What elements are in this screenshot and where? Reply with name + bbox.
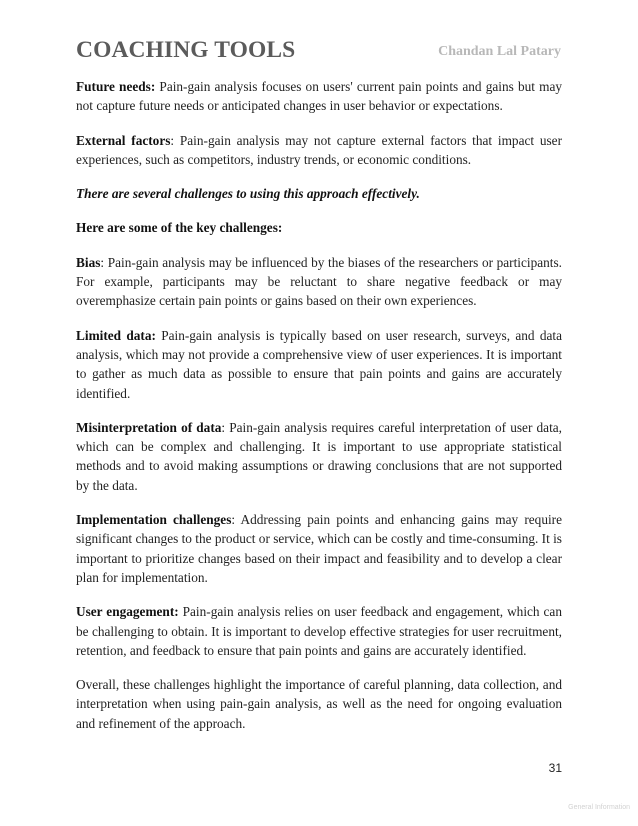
term-external-factors: External factors — [76, 132, 171, 148]
body-text — [76, 77, 562, 748]
paragraph-external-factors — [76, 131, 562, 170]
text-user-engagement: Pain-gain analysis relies on user feedback and engagement, which can be challenging to obtain. It is important to develop effective strategies for user recruitment, retention, and feedback to ensure that pain points and gains are accurately identified. — [76, 604, 562, 658]
text-misinterpretation: : Pain-gain analysis requires careful interpretation of user data, which can be complex and challenging. It is important to use appropriate statistical methods and to avoid making assumptions or drawing conclusions that are not supported by the data. — [76, 419, 562, 493]
text-bias: : Pain-gain analysis may be influenced by the biases of the researchers or participants. For example, participants may be reluctant to share negative feedback or may overemphasize certain pain points or gains based on their own experiences. — [76, 254, 562, 309]
text-implementation: : Addressing pain points and enhancing gains may require significant changes to the product or service, which can be costly and time-consuming. It is important to prioritize changes based on their impact and feasibility and to develop a clear plan for implementation. — [76, 512, 562, 585]
document-title: COACHING TOOLS — [76, 37, 296, 63]
paragraph-misinterpretation — [76, 418, 562, 495]
footer-classification-label: General Information — [568, 804, 630, 811]
paragraph-limited-data — [76, 326, 562, 403]
page-number: 31 — [548, 761, 562, 775]
challenges-intro: There are several challenges to using this approach effectively. — [76, 186, 420, 202]
term-limited-data: Limited data: — [76, 327, 156, 343]
challenges-lead: Here are some of the key challenges: — [76, 220, 283, 236]
paragraph-implementation — [76, 510, 562, 587]
term-implementation: Implementation challenges — [76, 512, 232, 528]
text-future-needs: Pain-gain analysis focuses on users' current pain points and gains but may not capture future needs or anticipated changes in user behavior or expectations. — [76, 79, 562, 114]
paragraph-conclusion: Overall, these challenges highlight the importance of careful planning, data collection, and interpretation when using pain-gain analysis, as well as the need for ongoing evaluation and refinement of the approach. — [76, 677, 562, 731]
term-user-engagement: User engagement: — [76, 604, 179, 620]
term-misinterpretation: Misinterpretation of data — [76, 419, 222, 435]
paragraph-user-engagement — [76, 602, 562, 660]
page-header — [76, 37, 561, 67]
text-limited-data: Pain-gain analysis is typically based on user research, surveys, and data analysis, which may not provide a comprehensive view of user experiences. It is important to gather as much data as possible to ensure that pain points and gains are accurately identified. — [76, 327, 562, 401]
term-future-needs: Future needs: — [76, 79, 156, 94]
paragraph-bias — [76, 253, 562, 311]
term-bias: Bias — [76, 254, 101, 270]
text-external-factors: : Pain-gain analysis may not capture external factors that impact user experiences, such as competitors, industry trends, or economic conditions. — [76, 132, 562, 167]
author-name: Chandan Lal Patary — [438, 44, 561, 59]
paragraph-future-needs — [76, 77, 562, 116]
